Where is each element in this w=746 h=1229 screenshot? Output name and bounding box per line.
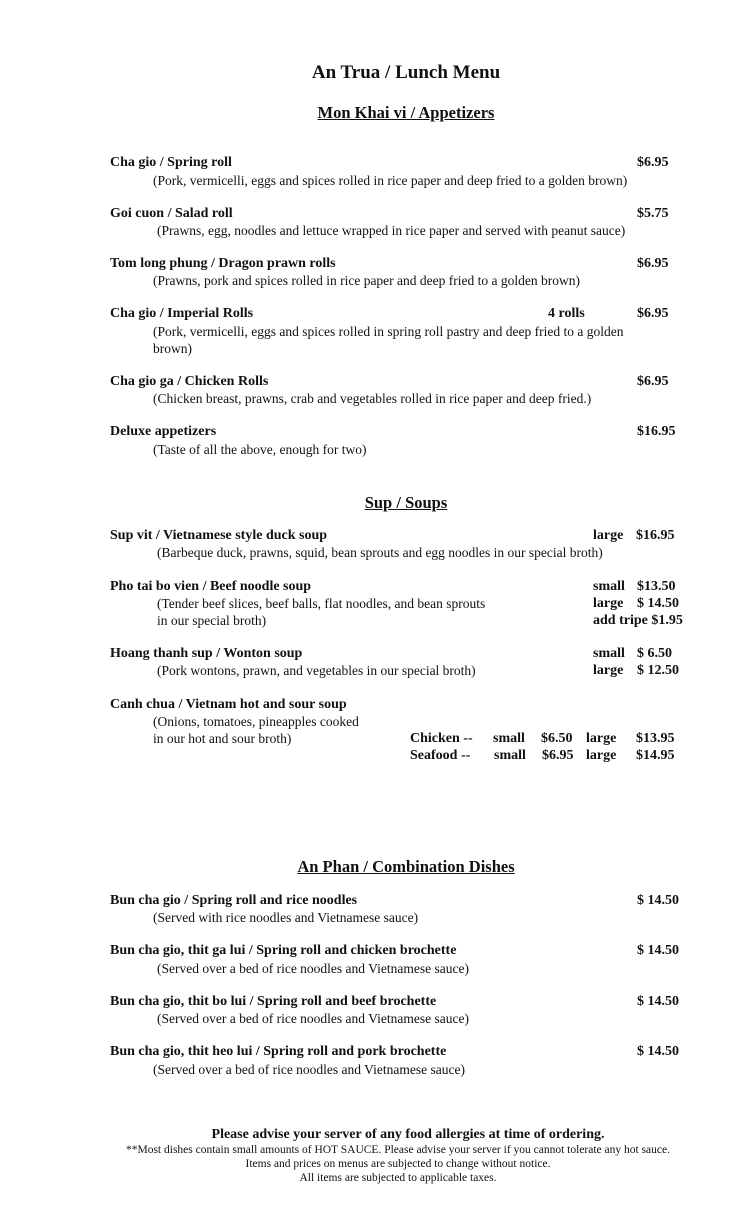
menu-item-price: $6.95: [637, 374, 669, 389]
menu-item-name: Hoang thanh sup / Wonton soup: [110, 646, 303, 661]
menu-item-name: Pho tai bo vien / Beef noodle soup: [110, 579, 312, 594]
menu-item-name: Bun cha gio, thit bo lui / Spring roll and beef brochette: [110, 994, 437, 1009]
addon-price: add tripe $1.95: [593, 613, 683, 628]
menu-item-name: Bun cha gio, thit heo lui / Spring roll and pork brochette: [110, 1044, 447, 1059]
menu-item-name: Deluxe appetizers: [110, 424, 217, 439]
menu-item-desc: (Served over a bed of rice noodles and Vietnamese sauce): [157, 961, 469, 976]
menu-item-name: Bun cha gio / Spring roll and rice noodles: [110, 893, 358, 908]
combos-heading: An Phan / Combination Dishes: [297, 857, 515, 876]
menu-item-price: $14.95: [636, 748, 675, 763]
menu-item-price: $6.95: [637, 155, 669, 170]
menu-item-desc: (Served over a bed of rice noodles and Vietnamese sauce): [157, 1011, 469, 1026]
menu-item-desc: (Pork wontons, prawn, and vegetables in our special broth): [157, 663, 476, 678]
size-label: large: [586, 748, 617, 763]
price-change-notice: Items and prices on menus are subjected to change without notice.: [245, 1158, 551, 1170]
menu-item-name: Goi cuon / Salad roll: [110, 206, 233, 221]
menu-item-desc: (Pork, vermicelli, eggs and spices rolled in spring roll pastry and deep fried to a golden: [153, 324, 624, 339]
menu-item-desc: (Chicken breast, prawns, crab and vegetables rolled in rice paper and deep fried.): [153, 391, 592, 406]
menu-item-name: Cha gio / Imperial Rolls: [110, 306, 254, 321]
menu-item-desc: (Served with rice noodles and Vietnamese sauce): [153, 910, 419, 925]
size-label: small: [494, 748, 526, 763]
menu-item-desc-cont: in our hot and sour broth): [153, 731, 292, 746]
menu-item-price: $6.95: [542, 748, 574, 763]
size-label: large: [586, 731, 617, 746]
soups-heading: Sup / Soups: [364, 493, 448, 512]
menu-item-desc: (Served over a bed of rice noodles and Vietnamese sauce): [153, 1062, 465, 1077]
menu-item-desc-cont: brown): [153, 341, 192, 356]
size-label: large: [593, 596, 624, 611]
menu-item-desc: (Tender beef slices, beef balls, flat noodles, and bean sprouts: [157, 596, 486, 611]
menu-item-desc: (Barbeque duck, prawns, squid, bean sprouts and egg noodles in our special broth): [157, 545, 603, 560]
menu-item-desc: (Pork, vermicelli, eggs and spices rolled in rice paper and deep fried to a golden brown): [153, 173, 628, 188]
menu-item-qty: 4 rolls: [548, 306, 585, 321]
menu-item-price: $ 14.50: [637, 994, 679, 1009]
menu-item-price: $ 14.50: [637, 596, 679, 611]
menu-item-desc: (Taste of all the above, enough for two): [153, 442, 367, 457]
menu-item-price: $ 14.50: [637, 893, 679, 908]
menu-item-name: Bun cha gio, thit ga lui / Spring roll and chicken brochette: [110, 943, 457, 958]
tax-notice: All items are subjected to applicable taxes.: [299, 1172, 497, 1184]
size-label: small: [493, 731, 525, 746]
menu-item-price: $ 12.50: [637, 663, 679, 678]
menu-item-name: Tom long phung / Dragon prawn rolls: [110, 256, 336, 271]
size-label: small: [593, 579, 625, 594]
menu-item-price: $ 14.50: [637, 1044, 679, 1059]
menu-item-desc: (Prawns, egg, noodles and lettuce wrapped in rice paper and served with peanut sauce): [157, 223, 626, 238]
menu-item-price: $16.95: [637, 424, 676, 439]
allergy-notice: Please advise your server of any food allergies at time of ordering.: [211, 1127, 605, 1142]
menu-item-desc: (Onions, tomatoes, pineapples cooked: [153, 714, 359, 729]
menu-item-name: Sup vit / Vietnamese style duck soup: [110, 528, 328, 543]
size-label: small: [593, 646, 625, 661]
menu-item-price: $16.95: [636, 528, 675, 543]
menu-item-name: Canh chua / Vietnam hot and sour soup: [110, 697, 347, 712]
appetizers-heading: Mon Khai vi / Appetizers: [317, 103, 495, 122]
menu-item-price: $13.50: [637, 579, 676, 594]
menu-item-price: $6.95: [637, 306, 669, 321]
menu-item-price: $ 14.50: [637, 943, 679, 958]
menu-item-price: $6.50: [541, 731, 573, 746]
menu-item-desc: (Prawns, pork and spices rolled in rice paper and deep fried to a golden brown): [153, 273, 580, 288]
variant-label: Seafood --: [410, 748, 471, 763]
menu-item-price: $5.75: [637, 206, 669, 221]
menu-item-price: $ 6.50: [637, 646, 672, 661]
menu-item-name: Cha gio / Spring roll: [110, 155, 232, 170]
menu-item-price: $13.95: [636, 731, 675, 746]
menu-item-name: Cha gio ga / Chicken Rolls: [110, 374, 269, 389]
page-title: An Trua / Lunch Menu: [311, 62, 501, 83]
hot-sauce-notice: **Most dishes contain small amounts of HOT SAUCE. Please advise your server if you cannot tolerate any hot sauce.: [125, 1144, 670, 1156]
size-label: large: [593, 528, 624, 543]
size-label: large: [593, 663, 624, 678]
menu-item-price: $6.95: [637, 256, 669, 271]
menu-item-desc-cont: in our special broth): [157, 613, 267, 628]
variant-label: Chicken --: [410, 731, 473, 746]
